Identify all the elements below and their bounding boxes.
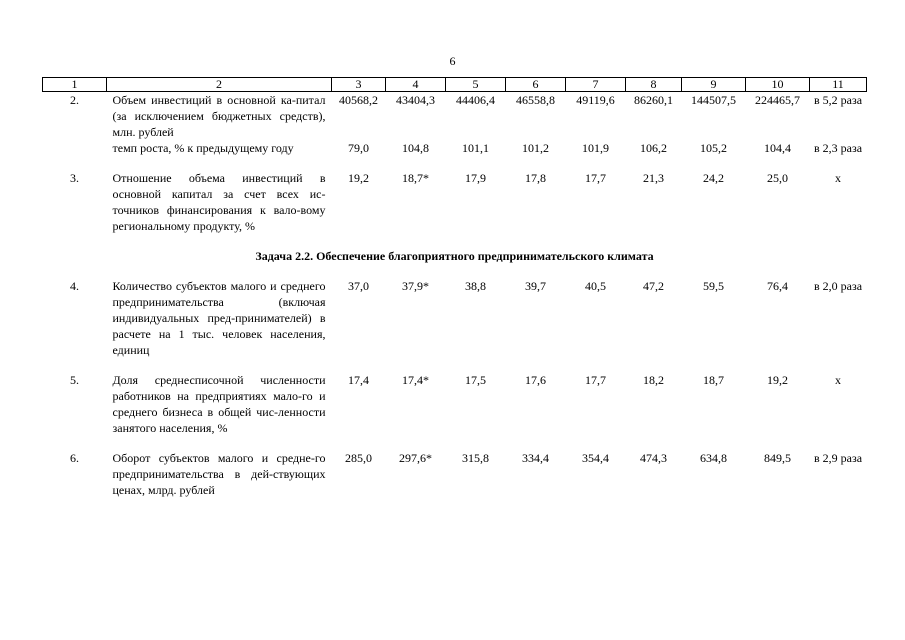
value-cell: 40,5 [585,279,606,293]
value-cell: 86260,1 [634,93,673,107]
value-cell: 17,4 [348,373,369,387]
header-cell: 3 [332,78,386,92]
value-cell: 44406,4 [456,93,495,107]
value-cell: 79,0 [348,141,369,155]
row-number: 3. [70,171,79,185]
value-cell: 21,3 [643,171,664,185]
value-cell: 24,2 [703,171,724,185]
value-cell: 474,3 [640,451,667,465]
value-cell: 39,7 [525,279,546,293]
value-cell: 76,4 [767,279,788,293]
header-cell: 1 [43,78,107,92]
value-cell: 46558,8 [516,93,555,107]
header-row [43,78,867,92]
value-cell: 285,0 [345,451,372,465]
indicator-sublabel: темп роста, % к предыдущему году [112,141,294,155]
value-cell: 315,8 [462,451,489,465]
value-cell: 19,2 [767,373,788,387]
header-cell: 8 [626,78,682,92]
result-cell: х [835,171,841,185]
value-cell: 104,4 [764,141,791,155]
value-cell: 18,7 [703,373,724,387]
value-cell: 17,7 [585,373,606,387]
header-cell: 5 [446,78,506,92]
value-cell: 101,2 [522,141,549,155]
value-cell: 17,4* [402,373,429,387]
row-number: 5. [70,373,79,387]
value-cell: 17,9 [465,171,486,185]
value-cell: 19,2 [348,171,369,185]
value-cell: 40568,2 [339,93,378,107]
header-cell: 9 [682,78,746,92]
value-cell: 37,9* [402,279,429,293]
header-cell: 4 [386,78,446,92]
table-subrow [43,140,867,156]
value-cell: 18,7* [402,171,429,185]
table-row [43,170,867,234]
value-cell: 43404,3 [396,93,435,107]
value-cell: 38,8 [465,279,486,293]
header-cell: 10 [746,78,810,92]
value-cell: 37,0 [348,279,369,293]
indicators-table [42,77,867,498]
value-cell: 224465,7 [755,93,800,107]
table-row [43,372,867,436]
indicator-label: Отношение объема инвестиций в основной капитал за счет всех ис-точников финансирования к вало-вому региональному продукту, % [112,171,326,233]
value-cell: 144507,5 [691,93,736,107]
table-row [43,450,867,498]
value-cell: 101,1 [462,141,489,155]
result-cell: в 5,2 раза [813,93,863,107]
row-number: 4. [70,279,79,293]
value-cell: 849,5 [764,451,791,465]
value-cell: 105,2 [700,141,727,155]
indicator-label: Количество субъектов малого и среднего предпринимательства (включая индивидуальных пред-принимателей) в расчете на 1 тыс. человек населения, единиц [112,279,326,357]
value-cell: 59,5 [703,279,724,293]
value-cell: 47,2 [643,279,664,293]
value-cell: 334,4 [522,451,549,465]
indicator-label: Оборот субъектов малого и средне-го предпринимательства в дей-ствующих ценах, млрд. рублей [112,451,326,497]
value-cell: 25,0 [767,171,788,185]
table-row [43,92,867,141]
value-cell: 634,8 [700,451,727,465]
value-cell: 354,4 [582,451,609,465]
value-cell: 297,6* [399,451,432,465]
value-cell: 101,9 [582,141,609,155]
header-cell: 2 [107,78,332,92]
row-number: 2. [70,93,79,107]
value-cell: 106,2 [640,141,667,155]
header-cell: 6 [506,78,566,92]
indicator-label: Доля среднесписочной численности работников на предприятиях мало-го и среднего бизнеса в общей чис-ленности занятого населения, % [112,373,326,435]
value-cell: 17,6 [525,373,546,387]
value-cell: 104,8 [402,141,429,155]
result-cell: в 2,9 раза [813,451,863,465]
header-cell: 11 [810,78,867,92]
task-heading: Задача 2.2. Обеспечение благоприятного предпринимательского климата [255,249,654,263]
page-number: 6 [449,54,456,68]
row-number: 6. [70,451,79,465]
indicator-label: Объем инвестиций в основной ка-питал (за исключением бюджетных средств), млн. рублей [112,93,326,139]
value-cell: 17,8 [525,171,546,185]
result-cell: х [835,373,841,387]
value-cell: 17,5 [465,373,486,387]
result-cell: в 2,0 раза [813,279,863,293]
value-cell: 17,7 [585,171,606,185]
result-cell: в 2,3 раза [813,141,863,155]
header-cell: 7 [566,78,626,92]
value-cell: 49119,6 [576,93,615,107]
table-row [43,278,867,358]
task-heading-row [43,248,867,264]
value-cell: 18,2 [643,373,664,387]
